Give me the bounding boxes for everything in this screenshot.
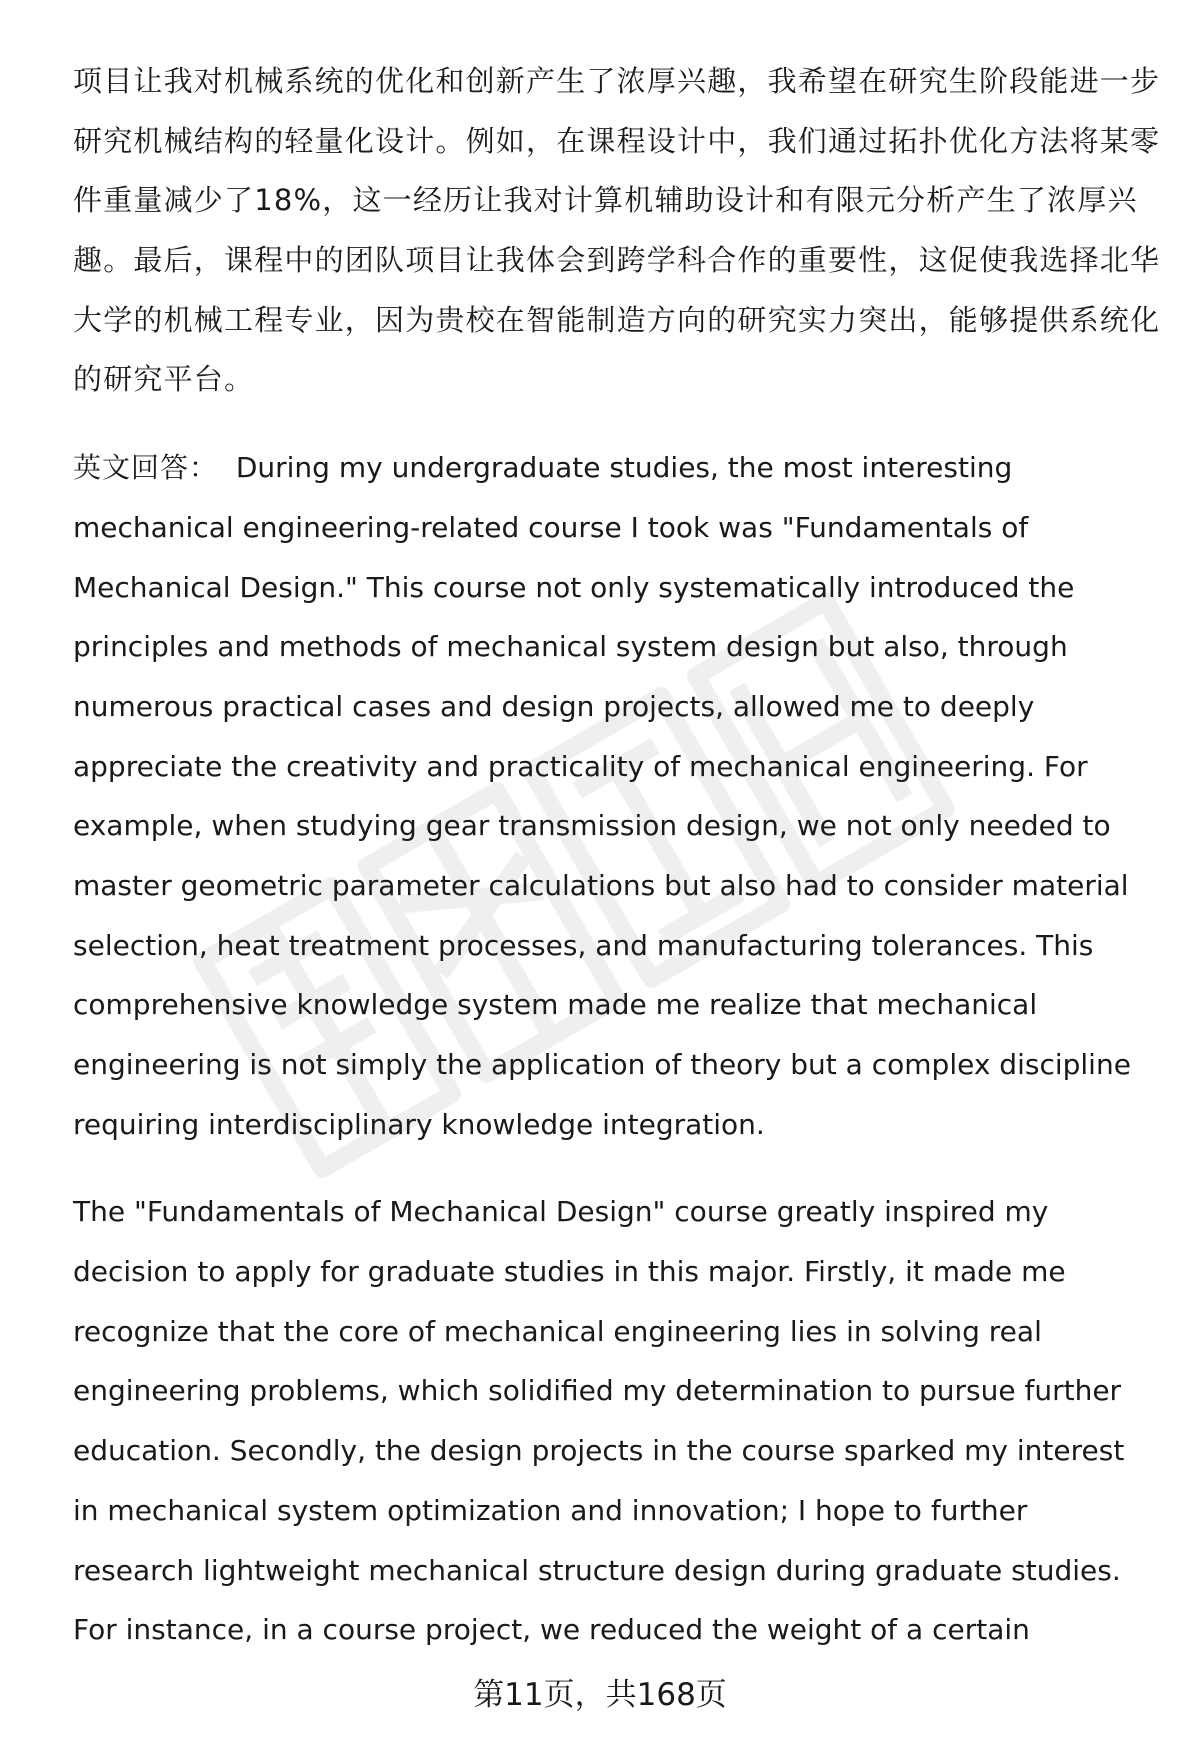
text-line: education. Secondly, the design projects in the course sparked my interest bbox=[73, 1434, 1125, 1468]
english-answer-paragraph bbox=[73, 438, 1153, 1154]
text-line: 项目让我对机械系统的优化和创新产生了浓厚兴趣，我希望在研究生阶段能进一步 bbox=[73, 64, 1161, 98]
text-line: example, when studying gear transmission design, we not only needed to bbox=[73, 809, 1111, 843]
text-line bbox=[73, 438, 1153, 498]
text-line: mechanical engineering-related course I took was "Fundamentals of bbox=[73, 510, 1029, 544]
text-line: 趣。最后，课程中的团队项目让我体会到跨学科合作的重要性，这促使我选择北华 bbox=[73, 243, 1161, 278]
english-paragraph-2 bbox=[73, 1182, 1153, 1660]
text-line: 大学的机械工程专业，因为贵校在智能制造方向的研究实力突出，能够提供系统化 bbox=[73, 302, 1161, 337]
text-line: requiring interdisciplinary knowledge integration. bbox=[73, 1107, 765, 1141]
text-line: principles and methods of mechanical system design but also, through bbox=[73, 630, 1068, 664]
page-number-footer: 第11页，共168页 bbox=[473, 1677, 727, 1713]
document-body bbox=[73, 52, 1161, 1660]
text-line: Mechanical Design." This course not only systematically introduced the bbox=[73, 570, 1075, 604]
text-line: decision to apply for graduate studies in this major. Firstly, it made me bbox=[73, 1255, 1066, 1289]
text-line: research lightweight mechanical structure design during graduate studies. bbox=[73, 1553, 1121, 1587]
text-line-content: During my undergraduate studies, the most interesting bbox=[235, 451, 1013, 485]
text-line: The "Fundamentals of Mechanical Design" course greatly inspired my bbox=[73, 1195, 1049, 1229]
text-line: appreciate the creativity and practicality of mechanical engineering. For bbox=[73, 749, 1088, 783]
text-line: numerous practical cases and design projects, allowed me to deeply bbox=[73, 689, 1035, 723]
chinese-answer-paragraph bbox=[73, 52, 1161, 410]
text-line: in mechanical system optimization and innovation; I hope to further bbox=[73, 1493, 1028, 1527]
english-answer-label: 英文回答： bbox=[73, 451, 219, 485]
text-line: selection, heat treatment processes, and manufacturing tolerances. This bbox=[73, 928, 1094, 962]
text-line: For instance, in a course project, we reduced the weight of a certain bbox=[73, 1613, 1030, 1647]
text-line: master geometric parameter calculations but also had to consider material bbox=[73, 868, 1129, 902]
text-line: 的研究平台。 bbox=[73, 362, 255, 397]
text-line: 件重量减少了18%，这一经历让我对计算机辅助设计和有限元分析产生了浓厚兴 bbox=[73, 183, 1138, 218]
text-line: recognize that the core of mechanical engineering lies in solving real bbox=[73, 1314, 1042, 1348]
text-line: engineering problems, which solidified my determination to pursue further bbox=[73, 1374, 1122, 1408]
text-line: comprehensive knowledge system made me realize that mechanical bbox=[73, 988, 1038, 1022]
text-line: 研究机械结构的轻量化设计。例如，在课程设计中，我们通过拓扑优化方法将某零 bbox=[73, 123, 1161, 158]
text-line: engineering is not simply the application of theory but a complex discipline bbox=[73, 1048, 1131, 1081]
